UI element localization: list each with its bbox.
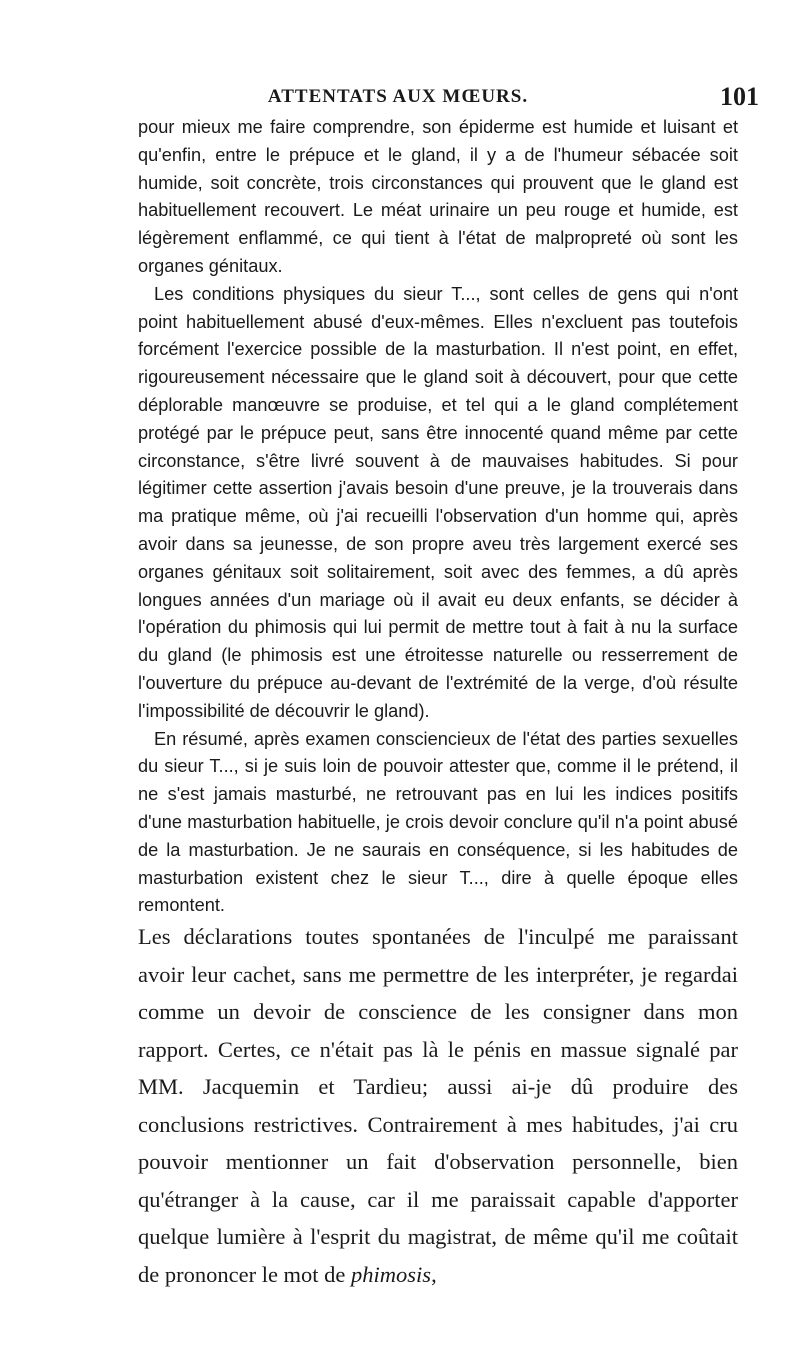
large-print-section: [138, 918, 738, 1293]
page-number: 101: [720, 82, 759, 111]
declarations-text: Les déclarations toutes spontanées de l'inculpé me paraissant avoir leur cachet, sans me permettre de les interpréter, je regardai comme un devoir de conscience de les consigner dans mon rapport. Certes, ce n'était pas là le pénis en massue signalé par MM. Jacquemin et Tardieu; aussi ai-je dû produire des conclusions restrictives. Contrairement à mes habitudes, j'ai cru pouvoir mentionner un fait d'observation personnelle, bien qu'étranger à la cause, car il me paraissait capable d'apporter quelque lumière à l'esprit du magistrat, de même qu'il me coûtait de prononcer le mot de: [138, 924, 738, 1287]
paragraph-physical-conditions: Les conditions physiques du sieur T..., sont celles de gens qui n'ont point habituellement abusé d'eux-mêmes. Elles n'excluent pas toutefois forcément l'exercice possible de la masturbation. Il n'est point, en effet, rigoureusement nécessaire que le gland soit à découvert, pour que cette déplorable manœuvre se produise, et tel qui a le gland complétement protégé par le prépuce peut, sans être innocenté quand même par cette circonstance, s'être livré souvent à de mauvaises habitudes. Si pour légitimer cette assertion j'avais besoin d'une preuve, je la trouverais dans ma pratique même, où j'ai recueilli l'observation d'un homme qui, après avoir dans sa jeunesse, de son propre aveu très largement exercé ses organes génitaux soit solitairement, soit avec des femmes, a dû après longues années d'un mariage où il avait eu deux enfants, se décider à l'opération du phimosis qui lui permit de mettre tout à fait à nu la surface du gland (le phimosis est une étroitesse naturelle ou resserrement de l'ouverture du prépuce au-devant de l'extrémité de la verge, d'où résulte l'impossibilité de découvrir le gland).: [138, 283, 738, 721]
running-title: ATTENTATS AUX MŒURS.: [267, 86, 529, 107]
italic-term: phimosis: [351, 1261, 432, 1287]
paragraph-continuation: pour mieux me faire comprendre, son épiderme est humide et luisant et qu'enfin, entre le prépuce et le gland, il y a de l'humeur sébacée soit humide, soit concrète, trois circonstances qui prouvent que le gland est habituellement recouvert. Le méat urinaire un peu rouge et humide, est légèrement enflammé, ce qui tient à l'état de malpropreté où sont les organes génitaux.: [138, 117, 738, 276]
paragraph-declarations: [138, 918, 738, 1293]
paragraph-summary: En résumé, après examen consciencieux de l'état des parties sexuelles du sieur T..., si je suis loin de pouvoir attester que, comme il le prétend, il ne s'est jamais masturbé, ne retrouvant pas en lui les indices positifs d'une masturbation habituelle, je crois devoir conclure qu'il n'a point abusé de la masturbation. Je ne saurais en conséquence, si les habitudes de masturbation existent chez le sieur T..., dire à quelle époque elles remontent.: [138, 728, 738, 916]
small-print-section: [138, 114, 738, 920]
trailing-punctuation: ,: [431, 1261, 437, 1287]
